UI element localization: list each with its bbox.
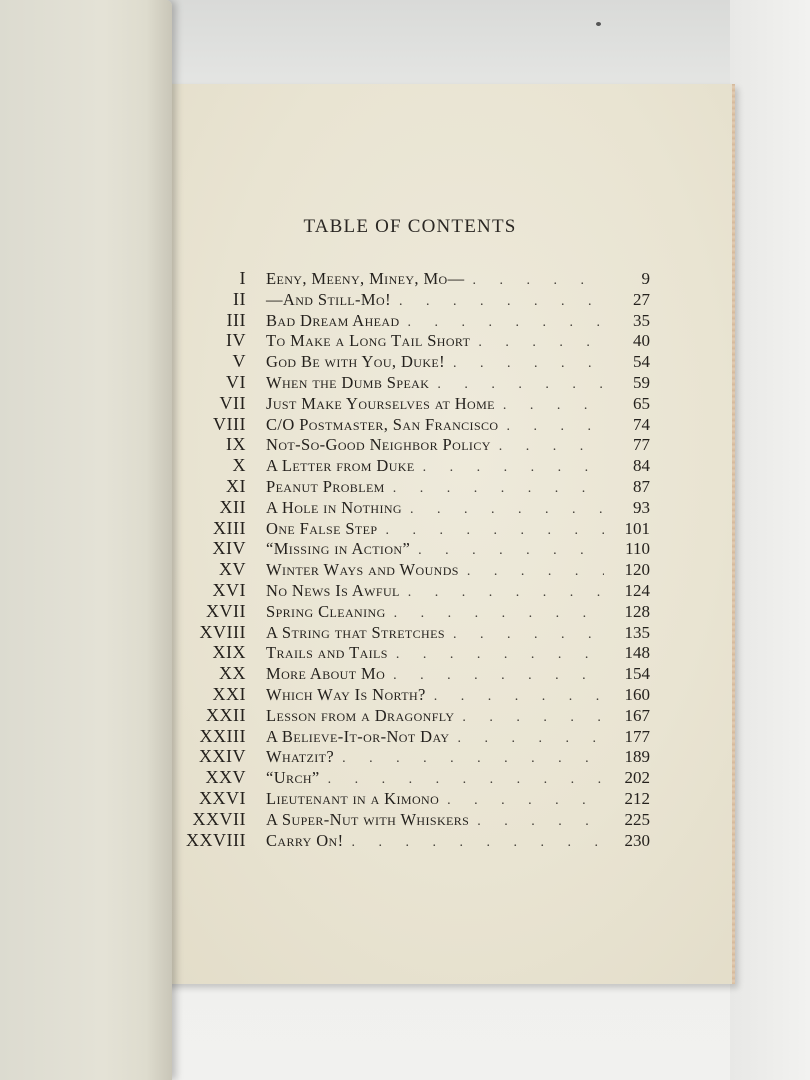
chapter-page-number: 225 <box>624 809 650 829</box>
chapter-title: Whatzit? <box>266 747 335 767</box>
chapter-number: I <box>239 268 246 288</box>
chapter-title: “Missing in Action” <box>266 539 411 559</box>
dot-leader <box>385 481 604 497</box>
dot-leader <box>415 460 604 476</box>
dot-leader <box>386 606 604 622</box>
toc-entry <box>150 268 650 289</box>
chapter-page-number: 27 <box>633 289 650 309</box>
chapter-number: VI <box>226 371 246 392</box>
chapter-number: XVII <box>206 600 246 621</box>
chapter-title: No News Is Awful <box>266 580 400 600</box>
chapter-title: A Believe-It-or-Not Day <box>266 726 450 746</box>
chapter-number: XXV <box>205 767 246 788</box>
dot-leader <box>445 627 604 643</box>
chapter-page-number: 54 <box>633 352 650 372</box>
chapter-title: To Make a Long Tail Short <box>266 331 471 351</box>
dot-leader <box>400 585 604 601</box>
chapter-page-number: 74 <box>633 414 650 434</box>
chapter-title: Just Make Yourselves at Home <box>266 393 495 413</box>
chapter-page-number: 124 <box>624 580 650 600</box>
toc-entry <box>150 434 650 455</box>
dot-leader <box>402 502 604 518</box>
chapter-number: IX <box>226 434 246 455</box>
chapter-page-number: 35 <box>633 310 650 330</box>
chapter-title: Carry On! <box>266 830 344 850</box>
chapter-title: —And Still-Mo! <box>266 289 391 309</box>
chapter-number: XVI <box>212 579 246 600</box>
chapter-number: IV <box>226 330 246 351</box>
chapter-title: Eeny, Meeny, Miney, Mo— <box>266 269 465 288</box>
chapter-page-number: 59 <box>633 372 650 392</box>
toc-entry <box>150 726 650 747</box>
chapter-page-number: 212 <box>624 788 650 808</box>
chapter-number: XII <box>219 496 246 517</box>
toc-entry <box>150 310 650 331</box>
chapter-number: XXI <box>212 683 246 704</box>
toc-entry <box>150 351 650 372</box>
dot-leader <box>391 294 604 310</box>
chapter-number: XXVII <box>192 808 246 829</box>
dot-leader <box>377 523 604 539</box>
chapter-number: II <box>233 288 246 309</box>
chapter-number: XXIV <box>199 746 246 767</box>
dot-leader <box>388 647 604 663</box>
dot-leader <box>439 793 604 809</box>
toc-entry <box>150 372 650 393</box>
chapter-page-number: 9 <box>641 269 650 288</box>
toc-entry <box>150 684 650 705</box>
chapter-page-number: 93 <box>633 497 650 517</box>
book-cover-left <box>0 0 172 1080</box>
toc-entry <box>150 705 650 726</box>
chapter-number: XIII <box>213 517 246 538</box>
chapter-page-number: 154 <box>624 664 650 684</box>
chapter-number: XI <box>226 475 246 496</box>
chapter-title: Trails and Tails <box>266 643 388 663</box>
chapter-number: XX <box>219 663 246 684</box>
chapter-title: Not-So-Good Neighbor Policy <box>266 435 491 455</box>
chapter-number: VIII <box>213 413 246 434</box>
chapter-title: One False Step <box>266 518 378 538</box>
chapter-page-number: 120 <box>624 560 650 580</box>
dot-leader <box>429 377 604 393</box>
chapter-page-number: 101 <box>624 518 650 538</box>
chapter-number: VII <box>219 392 246 413</box>
dot-leader <box>449 731 604 747</box>
toc-list <box>150 268 650 850</box>
chapter-page-number: 110 <box>625 539 650 559</box>
chapter-number: XXII <box>206 704 246 725</box>
dot-leader <box>410 543 604 559</box>
chapter-page-number: 148 <box>624 643 650 663</box>
chapter-page-number: 189 <box>624 747 650 767</box>
toc-heading: TABLE OF CONTENTS <box>303 216 517 237</box>
chapter-number: III <box>226 309 246 330</box>
dot-leader <box>499 419 605 435</box>
toc-entry <box>150 393 650 414</box>
chapter-number: XXVI <box>199 787 246 808</box>
chapter-number: X <box>232 455 246 476</box>
chapter-title: Lesson from a Dragonfly <box>266 705 455 725</box>
chapter-page-number: 40 <box>633 331 650 351</box>
chapter-number: XIV <box>212 538 246 559</box>
toc-entry <box>150 518 650 539</box>
chapter-page-number: 65 <box>633 393 650 413</box>
toc-entry <box>150 746 650 767</box>
chapter-number: XV <box>219 559 246 580</box>
chapter-page-number: 84 <box>633 456 650 476</box>
chapter-title: A Letter from Duke <box>266 456 415 476</box>
chapter-page-number: 128 <box>624 601 650 621</box>
dot-leader <box>459 564 604 580</box>
chapter-title: Peanut Problem <box>266 476 385 496</box>
chapter-page-number: 177 <box>624 726 650 746</box>
toc-entry <box>150 622 650 643</box>
chapter-title: Winter Ways and Wounds <box>266 560 459 580</box>
chapter-number: V <box>232 351 246 372</box>
toc-entry <box>150 476 650 497</box>
toc-entry <box>150 580 650 601</box>
dot-leader <box>385 668 604 684</box>
chapter-page-number: 87 <box>633 476 650 496</box>
chapter-title: C/O Postmaster, San Francisco <box>266 414 499 434</box>
chapter-number: XVIII <box>199 621 246 642</box>
toc-entry <box>150 497 650 518</box>
toc-entry <box>150 455 650 476</box>
dot-leader <box>400 315 604 331</box>
toc-entry <box>150 538 650 559</box>
toc-entry <box>150 830 650 851</box>
dot-leader <box>465 273 604 289</box>
chapter-title: “Urch” <box>266 768 320 788</box>
chapter-title: Lieutenant in a Kimono <box>266 788 440 808</box>
dot-leader <box>454 710 604 726</box>
chapter-page-number: 77 <box>633 435 650 455</box>
dot-leader <box>470 335 604 351</box>
toc-entry <box>150 788 650 809</box>
dot-leader <box>491 439 604 455</box>
toc-entry <box>150 601 650 622</box>
dust-speck <box>596 22 601 26</box>
toc-entry <box>150 414 650 435</box>
chapter-number: XIX <box>212 642 246 663</box>
chapter-title: More About Mo <box>266 664 386 684</box>
desk-surface <box>730 0 810 1080</box>
dot-leader <box>495 398 604 414</box>
dot-leader <box>445 356 604 372</box>
chapter-title: Which Way Is North? <box>266 684 426 704</box>
chapter-title: A Hole in Nothing <box>266 497 402 517</box>
dot-leader <box>344 835 605 851</box>
toc-entry <box>150 663 650 684</box>
chapter-title: A String that Stretches <box>266 622 445 642</box>
dot-leader <box>320 772 604 788</box>
chapter-page-number: 230 <box>624 830 650 850</box>
background-shadow <box>160 0 810 86</box>
dot-leader <box>426 689 604 705</box>
dot-leader <box>469 814 604 830</box>
toc-entry <box>150 809 650 830</box>
toc-entry <box>150 289 650 310</box>
chapter-page-number: 135 <box>624 622 650 642</box>
chapter-page-number: 167 <box>624 705 650 725</box>
toc-entry <box>150 767 650 788</box>
chapter-page-number: 202 <box>624 768 650 788</box>
chapter-title: When the Dumb Speak <box>266 372 430 392</box>
chapter-page-number: 160 <box>624 684 650 704</box>
chapter-title: Bad Dream Ahead <box>266 310 400 330</box>
chapter-title: God Be with You, Duke! <box>266 352 446 372</box>
page-edge <box>732 84 735 984</box>
toc-entry <box>150 642 650 663</box>
toc-entry <box>150 559 650 580</box>
chapter-title: A Super-Nut with Whiskers <box>266 809 470 829</box>
chapter-number: XXVIII <box>186 829 246 850</box>
chapter-title: Spring Cleaning <box>266 601 386 621</box>
toc-entry <box>150 330 650 351</box>
chapter-number: XXIII <box>199 725 246 746</box>
dot-leader <box>334 751 604 767</box>
